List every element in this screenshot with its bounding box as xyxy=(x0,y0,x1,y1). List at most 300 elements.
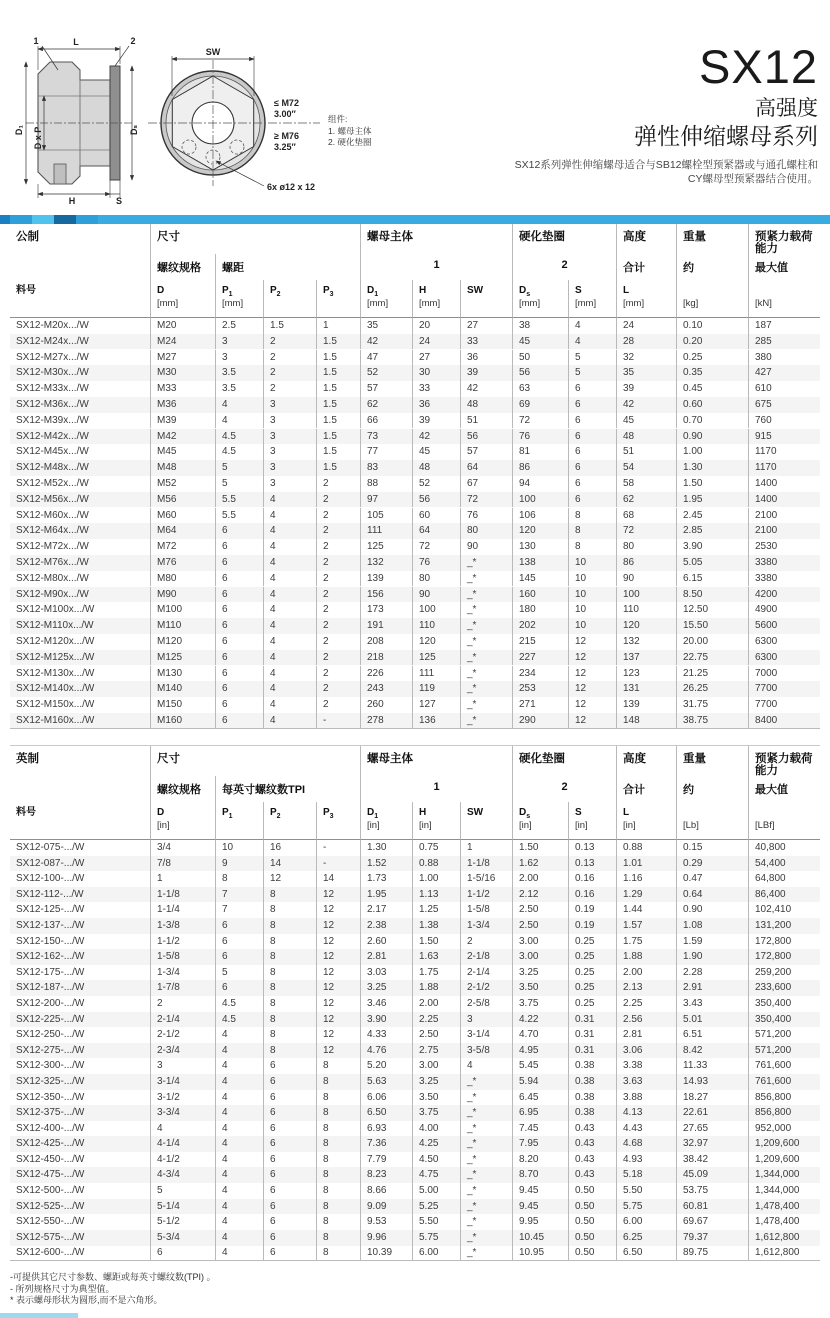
value-cell: 6 xyxy=(263,1152,316,1168)
value-cell: 3 xyxy=(263,429,316,445)
value-cell: 1.57 xyxy=(616,918,676,934)
value-cell: 2.25 xyxy=(616,996,676,1012)
value-cell: 226 xyxy=(360,666,412,682)
value-cell: 4-1/2 xyxy=(150,1152,215,1168)
value-cell: 1 xyxy=(316,318,360,334)
value-cell: 4.43 xyxy=(616,1121,676,1137)
value-cell: 10 xyxy=(568,555,616,571)
value-cell: 1.63 xyxy=(412,949,460,965)
value-cell: 4 xyxy=(215,1152,263,1168)
value-cell: 100 xyxy=(512,492,568,508)
value-cell: 76 xyxy=(412,555,460,571)
value-cell: M48 xyxy=(150,460,215,476)
value-cell: 6 xyxy=(263,1090,316,1106)
part-number: SX12-325-.../W xyxy=(10,1074,150,1090)
value-cell: 0.10 xyxy=(676,318,748,334)
value-cell: 3.00 xyxy=(412,1058,460,1074)
value-cell: _* xyxy=(460,1167,512,1183)
value-cell: 6.06 xyxy=(360,1090,412,1106)
value-cell: 2 xyxy=(316,476,360,492)
value-cell: 3.5 xyxy=(215,365,263,381)
value-cell: _* xyxy=(460,1183,512,1199)
value-cell: 8 xyxy=(568,539,616,555)
value-cell: 1.13 xyxy=(412,887,460,903)
value-cell: _* xyxy=(460,666,512,682)
value-cell: 0.31 xyxy=(568,1027,616,1043)
value-cell: _* xyxy=(460,618,512,634)
value-cell: 0.25 xyxy=(568,965,616,981)
column-header: D [in] xyxy=(150,802,215,840)
footnote-1: -可提供其它尺寸参数、螺距或每英寸螺纹数(TPI) 。 xyxy=(10,1272,216,1282)
value-cell: 1,612,800 xyxy=(748,1230,820,1246)
value-cell: 52 xyxy=(412,476,460,492)
value-cell: 6.00 xyxy=(616,1214,676,1230)
value-cell: 0.19 xyxy=(568,902,616,918)
value-cell: _* xyxy=(460,1105,512,1121)
value-cell: 8 xyxy=(316,1230,360,1246)
value-cell: 271 xyxy=(512,697,568,713)
value-cell: 8.70 xyxy=(512,1167,568,1183)
value-cell: 0.60 xyxy=(676,397,748,413)
value-cell: 8 xyxy=(316,1214,360,1230)
value-cell: 139 xyxy=(360,571,412,587)
value-cell: 8 xyxy=(568,523,616,539)
part-number: SX12-M150x.../W xyxy=(16,699,95,711)
value-cell: 4.5 xyxy=(215,429,263,445)
value-cell: 6300 xyxy=(748,634,820,650)
value-cell: 4 xyxy=(215,1230,263,1246)
value-cell: 62 xyxy=(360,397,412,413)
value-cell: 4 xyxy=(263,602,316,618)
value-cell: 24 xyxy=(616,318,676,334)
value-cell: 5.25 xyxy=(412,1199,460,1215)
value-cell: 26.25 xyxy=(676,681,748,697)
value-cell: 24 xyxy=(412,334,460,350)
value-cell: 4.00 xyxy=(412,1121,460,1137)
value-cell: 6 xyxy=(568,460,616,476)
value-cell: 5.20 xyxy=(360,1058,412,1074)
value-cell: 8 xyxy=(263,965,316,981)
value-cell: 12 xyxy=(316,965,360,981)
value-cell: 33 xyxy=(460,334,512,350)
value-cell: 131,200 xyxy=(748,918,820,934)
value-cell: 16 xyxy=(263,840,316,856)
value-cell: M30 xyxy=(150,365,215,381)
part-number: SX12-M120x.../W xyxy=(16,635,95,647)
value-cell: _* xyxy=(460,1074,512,1090)
value-cell: 2-1/4 xyxy=(460,965,512,981)
value-cell: 4 xyxy=(215,1058,263,1074)
value-cell: 8.20 xyxy=(512,1152,568,1168)
value-cell: 94 xyxy=(512,476,568,492)
range-ge-inch: 3.25″ xyxy=(274,142,296,152)
value-cell: 227 xyxy=(512,650,568,666)
value-cell: 202 xyxy=(512,618,568,634)
value-cell: 1,612,800 xyxy=(748,1245,820,1261)
value-cell: 4.13 xyxy=(616,1105,676,1121)
value-cell: 132 xyxy=(360,555,412,571)
part-number: SX12-425-.../W xyxy=(10,1136,150,1152)
value-cell: 88 xyxy=(360,476,412,492)
value-cell: 66 xyxy=(360,413,412,429)
sub-washer-ref-2: 2 xyxy=(512,254,616,280)
value-cell: _* xyxy=(460,650,512,666)
value-cell: 5.5 xyxy=(215,492,263,508)
value-cell: 3 xyxy=(263,444,316,460)
value-cell: 3 xyxy=(150,1058,215,1074)
value-cell: 380 xyxy=(748,350,820,366)
components-legend xyxy=(328,114,371,149)
value-cell: 30 xyxy=(412,365,460,381)
section-accent-bar xyxy=(0,215,830,224)
part-number: SX12-M52x.../W xyxy=(16,477,89,489)
value-cell: 4200 xyxy=(748,587,820,603)
value-cell: 234 xyxy=(512,666,568,682)
value-cell: 12 xyxy=(316,1027,360,1043)
value-cell: 131 xyxy=(616,681,676,697)
value-cell: 1.90 xyxy=(676,949,748,965)
set-screw xyxy=(54,164,66,184)
part-number: SX12-M100x.../W xyxy=(16,604,95,616)
column-header: $P_3$ xyxy=(316,280,360,318)
part-number: SX12-M110x.../W xyxy=(10,618,150,634)
value-cell: 5.45 xyxy=(512,1058,568,1074)
value-cell: - xyxy=(316,856,360,872)
accent-bar-main xyxy=(98,215,830,224)
value-cell: 72 xyxy=(460,492,512,508)
value-cell: 6 xyxy=(215,934,263,950)
value-cell: 1.25 xyxy=(412,902,460,918)
value-cell: 0.70 xyxy=(676,413,748,429)
value-cell: M36 xyxy=(150,397,215,413)
value-cell: 148 xyxy=(616,713,676,729)
value-cell: _* xyxy=(460,1214,512,1230)
value-cell: 6 xyxy=(215,634,263,650)
value-cell: 1.00 xyxy=(676,444,748,460)
sub-empty xyxy=(10,254,150,280)
part-number: SX12-M33x.../W xyxy=(16,383,89,395)
value-cell: 0.64 xyxy=(676,887,748,903)
value-cell: 1.5 xyxy=(316,365,360,381)
value-cell: 2 xyxy=(263,334,316,350)
value-cell: 6 xyxy=(215,587,263,603)
value-cell: 8 xyxy=(316,1121,360,1137)
value-cell: 260 xyxy=(360,697,412,713)
value-cell: _* xyxy=(460,1199,512,1215)
value-cell: 1.5 xyxy=(316,444,360,460)
value-cell: 1-1/8 xyxy=(460,856,512,872)
value-cell: M52 xyxy=(150,476,215,492)
value-cell: 2.81 xyxy=(616,1027,676,1043)
value-cell: 4.70 xyxy=(512,1027,568,1043)
value-cell: 571,200 xyxy=(748,1043,820,1059)
value-cell: 12.50 xyxy=(676,602,748,618)
value-cell: 38 xyxy=(512,318,568,334)
value-cell: - xyxy=(316,840,360,856)
value-cell: _* xyxy=(460,555,512,571)
value-cell: 86 xyxy=(512,460,568,476)
value-cell: 139 xyxy=(616,697,676,713)
value-cell: 427 xyxy=(748,365,820,381)
value-cell: 2.85 xyxy=(676,523,748,539)
value-cell: 7700 xyxy=(748,697,820,713)
value-cell: 1.29 xyxy=(616,887,676,903)
part-number: SX12-200-.../W xyxy=(16,997,85,1009)
value-cell: 39 xyxy=(616,381,676,397)
column-header: SW xyxy=(460,280,512,318)
value-cell: 54 xyxy=(616,460,676,476)
part-number: SX12-150-.../W xyxy=(16,935,85,947)
part-number: SX12-187-.../W xyxy=(10,980,150,996)
value-cell: 3.50 xyxy=(412,1090,460,1106)
value-cell: 4 xyxy=(568,334,616,350)
value-cell: 1.5 xyxy=(316,413,360,429)
value-cell: 57 xyxy=(360,381,412,397)
value-cell: 5 xyxy=(568,365,616,381)
value-cell: 38.75 xyxy=(676,713,748,729)
value-cell: 1.00 xyxy=(412,871,460,887)
value-cell: 4.25 xyxy=(412,1136,460,1152)
part-number: SX12-162-.../W xyxy=(10,949,150,965)
value-cell: 69 xyxy=(512,397,568,413)
value-cell: 6 xyxy=(263,1074,316,1090)
value-cell: M42 xyxy=(150,429,215,445)
value-cell: 4 xyxy=(263,713,316,729)
value-cell: 3.90 xyxy=(360,1012,412,1028)
value-cell: 7/8 xyxy=(150,856,215,872)
value-cell: 5-1/4 xyxy=(150,1199,215,1215)
value-cell: 191 xyxy=(360,618,412,634)
value-cell: 86 xyxy=(616,555,676,571)
value-cell: 8 xyxy=(316,1183,360,1199)
sub-pitch: 每英寸螺纹数TPI xyxy=(215,776,360,802)
value-cell: 856,800 xyxy=(748,1090,820,1106)
value-cell: 48 xyxy=(412,460,460,476)
value-cell: 5600 xyxy=(748,618,820,634)
value-cell: 0.45 xyxy=(676,381,748,397)
value-cell: 12 xyxy=(316,902,360,918)
part-number: SX12-250-.../W xyxy=(16,1029,85,1041)
value-cell: 952,000 xyxy=(748,1121,820,1137)
value-cell: 33 xyxy=(412,381,460,397)
value-cell: 6 xyxy=(215,980,263,996)
value-cell: 10 xyxy=(568,618,616,634)
value-cell: 2 xyxy=(316,555,360,571)
value-cell: 12 xyxy=(568,650,616,666)
sub-pitch: 螺距 xyxy=(215,254,360,280)
value-cell: 215 xyxy=(512,634,568,650)
value-cell: 127 xyxy=(412,697,460,713)
value-cell: 77 xyxy=(360,444,412,460)
value-cell: 2 xyxy=(263,381,316,397)
nut-drawing-svg xyxy=(8,34,358,206)
value-cell: 3.00 xyxy=(512,934,568,950)
value-cell: 0.50 xyxy=(568,1214,616,1230)
value-cell: 56 xyxy=(460,429,512,445)
value-cell: 1,344,000 xyxy=(748,1167,820,1183)
value-cell: 90 xyxy=(412,587,460,603)
value-cell: 4 xyxy=(215,1090,263,1106)
column-header: $D_s$ [in] xyxy=(512,802,568,840)
part-number: SX12-M24x.../W xyxy=(10,334,150,350)
value-cell: 2 xyxy=(316,666,360,682)
value-cell: 20 xyxy=(412,318,460,334)
value-cell: 6 xyxy=(150,1245,215,1261)
value-cell: 120 xyxy=(512,523,568,539)
value-cell: 1.52 xyxy=(360,856,412,872)
front-view xyxy=(148,47,320,192)
value-cell: 12 xyxy=(316,887,360,903)
value-cell: 10 xyxy=(215,840,263,856)
value-cell: 6 xyxy=(215,571,263,587)
value-cell: 6 xyxy=(215,949,263,965)
value-cell: 6 xyxy=(263,1058,316,1074)
value-cell: 6 xyxy=(568,429,616,445)
value-cell: 1170 xyxy=(748,460,820,476)
value-cell: 7.79 xyxy=(360,1152,412,1168)
sub-nut-ref-1: 1 xyxy=(360,776,512,802)
value-cell: 8 xyxy=(263,902,316,918)
value-cell: M45 xyxy=(150,444,215,460)
value-cell: 1-3/8 xyxy=(150,918,215,934)
column-header: S [in] xyxy=(568,802,616,840)
part-number: SX12-M42x.../W xyxy=(10,429,150,445)
part-number-header: 料号 xyxy=(10,280,150,318)
value-cell: 285 xyxy=(748,334,820,350)
value-cell: 0.38 xyxy=(568,1074,616,1090)
page-bottom-accent xyxy=(0,1313,78,1318)
dim-label-L: L xyxy=(73,37,79,47)
value-cell: 3.06 xyxy=(616,1043,676,1059)
value-cell: 6.93 xyxy=(360,1121,412,1137)
value-cell: 3-5/8 xyxy=(460,1043,512,1059)
sub-thread-spec: 螺纹规格 xyxy=(150,254,215,280)
value-cell: 3 xyxy=(263,476,316,492)
value-cell: 68 xyxy=(616,508,676,524)
value-cell: 1-1/2 xyxy=(150,934,215,950)
value-cell: 610 xyxy=(748,381,820,397)
group-hardened-washer: 硬化垫圈 xyxy=(512,224,616,254)
value-cell: 12 xyxy=(568,666,616,682)
value-cell: 8.23 xyxy=(360,1167,412,1183)
value-cell: 8 xyxy=(263,949,316,965)
value-cell: 4.50 xyxy=(412,1152,460,1168)
part-number: SX12-M20x.../W xyxy=(16,320,89,331)
value-cell: 856,800 xyxy=(748,1105,820,1121)
value-cell: 8 xyxy=(316,1074,360,1090)
value-cell: 233,600 xyxy=(748,980,820,996)
group-nut-body: 螺母主体 xyxy=(360,224,512,254)
sub-washer-ref-2: 2 xyxy=(512,776,616,802)
value-cell: 6 xyxy=(568,413,616,429)
value-cell: 123 xyxy=(616,666,676,682)
value-cell: 6 xyxy=(215,618,263,634)
value-cell: 12 xyxy=(316,918,360,934)
value-cell: 3 xyxy=(215,334,263,350)
value-cell: 2.75 xyxy=(412,1043,460,1059)
side-view xyxy=(14,36,139,206)
value-cell: 35 xyxy=(360,318,412,334)
value-cell: 1.30 xyxy=(676,460,748,476)
value-cell: 32 xyxy=(616,350,676,366)
value-cell: 8 xyxy=(263,1043,316,1059)
column-header: $D_1$ [in] xyxy=(360,802,412,840)
value-cell: 7 xyxy=(215,902,263,918)
sub-weight-approx: 约 xyxy=(676,254,748,280)
value-cell: 111 xyxy=(412,666,460,682)
value-cell: 64 xyxy=(412,523,460,539)
value-cell: 1.62 xyxy=(512,856,568,872)
value-cell: 6.25 xyxy=(616,1230,676,1246)
value-cell: 0.20 xyxy=(676,334,748,350)
value-cell: 350,400 xyxy=(748,1012,820,1028)
value-cell: 6 xyxy=(263,1136,316,1152)
value-cell: 3-1/2 xyxy=(150,1090,215,1106)
value-cell: 36 xyxy=(412,397,460,413)
column-header: D [mm] xyxy=(150,280,215,318)
value-cell: 4 xyxy=(215,1199,263,1215)
table-corner-label: 公制 xyxy=(16,231,39,243)
value-cell: 64 xyxy=(460,460,512,476)
value-cell: M64 xyxy=(150,523,215,539)
part-number: SX12-M80x.../W xyxy=(16,572,89,584)
value-cell: 1.50 xyxy=(412,934,460,950)
value-cell: 42 xyxy=(616,397,676,413)
value-cell: 72 xyxy=(512,413,568,429)
value-cell: 5-3/4 xyxy=(150,1230,215,1246)
value-cell: 6 xyxy=(215,681,263,697)
series-name: SX12 xyxy=(699,40,818,93)
value-cell: 1.95 xyxy=(676,492,748,508)
value-cell: _* xyxy=(460,1136,512,1152)
dim-label-H: H xyxy=(68,196,76,206)
value-cell: 2.56 xyxy=(616,1012,676,1028)
value-cell: 1.5 xyxy=(316,334,360,350)
accent-bar-segment xyxy=(10,215,32,224)
value-cell: 10.39 xyxy=(360,1245,412,1261)
value-cell: 10 xyxy=(568,587,616,603)
value-cell: 1-5/8 xyxy=(460,902,512,918)
value-cell: 0.50 xyxy=(568,1183,616,1199)
value-cell: 3.46 xyxy=(360,996,412,1012)
value-cell: 9.45 xyxy=(512,1183,568,1199)
value-cell: 1.73 xyxy=(360,871,412,887)
value-cell: 2 xyxy=(316,602,360,618)
value-cell: 8 xyxy=(568,508,616,524)
value-cell: 5.01 xyxy=(676,1012,748,1028)
value-cell: 10.95 xyxy=(512,1245,568,1261)
value-cell: 12 xyxy=(568,681,616,697)
value-cell: 6.50 xyxy=(360,1105,412,1121)
value-cell: 5.50 xyxy=(616,1183,676,1199)
column-header: $P_3$ xyxy=(316,802,360,840)
value-cell: 1.50 xyxy=(676,476,748,492)
value-cell: 6.51 xyxy=(676,1027,748,1043)
value-cell: 2.38 xyxy=(360,918,412,934)
value-cell: 106 xyxy=(512,508,568,524)
value-cell: 9.96 xyxy=(360,1230,412,1246)
value-cell: 2-1/2 xyxy=(150,1027,215,1043)
part-number: SX12-M130x.../W xyxy=(16,667,95,679)
value-cell: 38.42 xyxy=(676,1152,748,1168)
value-cell: 9.53 xyxy=(360,1214,412,1230)
title-block xyxy=(515,42,818,186)
part-number: SX12-525-.../W xyxy=(10,1199,150,1215)
value-cell: 3.75 xyxy=(512,996,568,1012)
value-cell: 2 xyxy=(316,681,360,697)
value-cell: 53.75 xyxy=(676,1183,748,1199)
value-cell: 3-1/4 xyxy=(460,1027,512,1043)
